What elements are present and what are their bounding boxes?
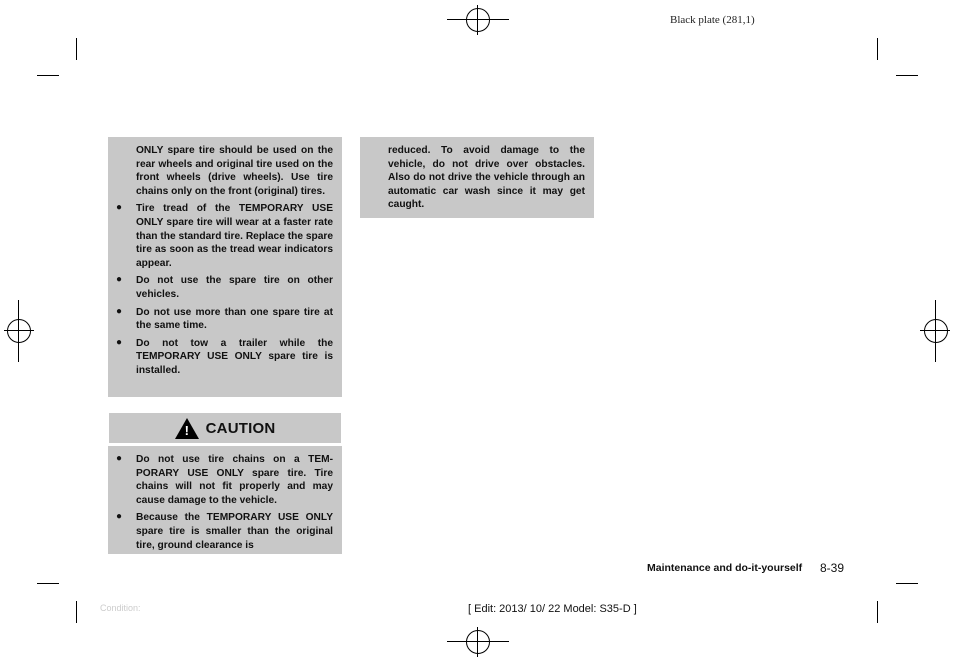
bullet-dot-icon: ● <box>116 453 123 464</box>
crop-mark <box>896 75 918 76</box>
bullet-dot-icon: ● <box>116 511 123 523</box>
list-item-text: Do not use more than one spare tire at the same time. <box>136 306 333 332</box>
list-item <box>116 202 334 270</box>
crop-mark <box>877 601 878 623</box>
registration-circle <box>466 630 490 654</box>
warning-triangle-icon: ! <box>175 418 199 439</box>
list-item-text: Do not use tire chains on a TEM-PORARY USE ONLY spare tire. Tire chains will not fit properly and may cause damage to the vehicle. <box>136 454 333 506</box>
caution-text-panel <box>108 446 342 554</box>
list-item-text: Because the TEMPORARY USE ONLY spare tire is smaller than the original tire, ground clearance is <box>136 512 333 551</box>
continuation-text: ONLY spare tire should be used on the rear wheels and original tire used on the front wheels (drive wheels). Use tire chains only on the front (original) tires. <box>136 145 333 197</box>
caution-header <box>108 412 342 444</box>
section-title: Maintenance and do-it-yourself <box>647 562 803 574</box>
warning-text-panel <box>108 137 342 397</box>
registration-circle <box>7 319 31 343</box>
caution-label: CAUTION <box>205 419 276 437</box>
crop-mark <box>37 75 59 76</box>
list-item <box>116 453 333 507</box>
crop-mark <box>877 38 878 60</box>
bullet-dot-icon: ● <box>116 274 123 286</box>
crop-mark <box>76 601 77 623</box>
continuation-text: reduced. To avoid damage to the vehicle, do not drive over obstacles. Also do not drive the vehicle through an automatic car wash since it may get caught. <box>388 145 585 211</box>
crop-mark <box>76 38 77 60</box>
bullet-dot-icon: ● <box>116 336 123 348</box>
list-item-text: Do not use the spare tire on other vehicles. <box>136 275 333 300</box>
list-item <box>116 274 333 301</box>
registration-circle <box>466 8 490 32</box>
edit-info: [ Edit: 2013/ 10/ 22 Model: S35-D ] <box>468 603 637 615</box>
crop-mark <box>37 583 59 584</box>
page-number: 8-39 <box>820 561 845 575</box>
caution-continuation-panel <box>360 137 594 218</box>
list-item <box>116 336 333 378</box>
condition-label: Condition: <box>100 603 141 613</box>
bullet-dot-icon: ● <box>116 202 123 214</box>
list-item-text: Tire tread of the TEMPORARY USE ONLY spare tire will wear at a faster rate than the standard tire. Replace the spare tire as soon as the tread wear indicators appear. <box>136 203 334 269</box>
list-item <box>116 511 333 552</box>
list-item-text: Do not tow a trailer while the TEMPORARY USE ONLY spare tire is installed. <box>136 337 333 376</box>
list-item <box>116 305 333 333</box>
bullet-dot-icon: ● <box>116 305 123 317</box>
plate-label: Black plate (281,1) <box>670 14 755 26</box>
registration-circle <box>924 319 948 343</box>
crop-mark <box>896 583 918 584</box>
